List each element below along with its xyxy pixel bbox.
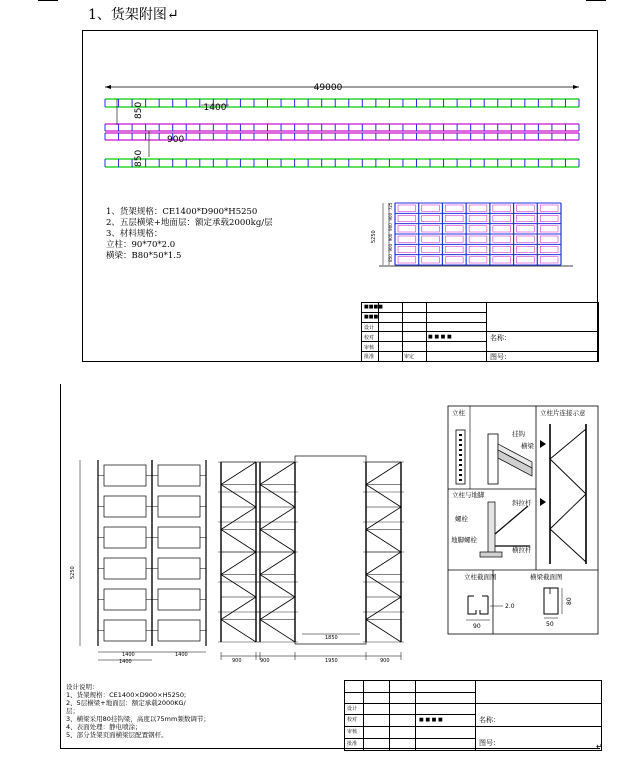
front-pallet bbox=[104, 527, 146, 548]
beam-section-drawing bbox=[544, 588, 562, 618]
pallet-outline bbox=[493, 246, 511, 252]
pallet-outline bbox=[469, 246, 487, 252]
side-brace bbox=[260, 485, 295, 508]
notes-title: 设计说明： bbox=[66, 683, 99, 691]
notes-line-4: 3、横梁采用80挂钩梁，高度以75mm频数调节； bbox=[66, 715, 210, 723]
side-brace bbox=[221, 462, 256, 485]
pallet-outline bbox=[493, 236, 511, 242]
upright-section-width: 90 bbox=[473, 623, 481, 630]
elevation-level-dim: 900 bbox=[388, 243, 393, 252]
side-brace bbox=[221, 552, 256, 575]
front-pallet bbox=[104, 558, 146, 579]
spec-line-3: 3、材料规格： bbox=[106, 229, 163, 239]
front-elevation bbox=[80, 460, 206, 660]
pallet-outline bbox=[540, 246, 558, 252]
upright-slot bbox=[459, 464, 462, 466]
pallet-outline bbox=[445, 226, 463, 232]
tb1-review: 审核 bbox=[364, 345, 375, 351]
side-brace bbox=[366, 530, 401, 553]
front-bay-dim-total: 1400 bbox=[119, 659, 132, 665]
tb1-audit: 审定 bbox=[404, 354, 415, 360]
pallet-outline bbox=[422, 205, 440, 211]
conn-brace bbox=[550, 494, 586, 529]
pallet-outline bbox=[493, 257, 511, 263]
section-heading: 1、货架附图↵ bbox=[88, 7, 179, 23]
side-brace bbox=[260, 462, 295, 485]
pallet-outline bbox=[540, 215, 558, 221]
pallet-outline bbox=[517, 205, 535, 211]
side-brace bbox=[260, 507, 295, 530]
pallet-outline bbox=[398, 257, 416, 263]
pallet-outline bbox=[445, 205, 463, 211]
side-dim-3: 1950 bbox=[325, 658, 338, 664]
notes-line-6: 5、部分货架页面横梁层配置钢杆。 bbox=[66, 731, 168, 739]
label-hook: 挂钩 bbox=[512, 430, 525, 438]
upright-slot bbox=[459, 469, 462, 471]
pallet-outline bbox=[540, 236, 558, 242]
detail-frame-connection-title: 立柱片连接示意 bbox=[540, 409, 586, 417]
front-pallet bbox=[158, 620, 200, 641]
side-brace bbox=[260, 530, 295, 553]
pallet-outline bbox=[469, 215, 487, 221]
side-dim-2: 900 bbox=[260, 658, 270, 664]
upright-slot bbox=[459, 449, 462, 451]
spec-line-5: 横梁：B80*50*1.5 bbox=[106, 251, 182, 261]
pallet-outline bbox=[398, 246, 416, 252]
side-brace bbox=[366, 462, 401, 485]
pallet-outline bbox=[398, 215, 416, 221]
title-block-1: ■■■■ ■■■ 设计 校对 审核 批准 审定 ■ ■ ■ ■ 名称： 图号： bbox=[361, 302, 599, 362]
upright-slot bbox=[459, 479, 462, 481]
label-diagonal: 斜拉杆 bbox=[512, 499, 532, 507]
elevation-height-label: 5250 bbox=[371, 230, 377, 243]
pallet-outline bbox=[517, 226, 535, 232]
dim-depth-bottom-label: 850 bbox=[134, 149, 144, 167]
side-brace bbox=[260, 620, 295, 643]
tb2-name-label: 名称： bbox=[479, 716, 500, 724]
side-brace bbox=[221, 530, 256, 553]
upright-slot bbox=[459, 459, 462, 461]
front-pallet bbox=[158, 465, 200, 486]
dim-total-label: 49000 bbox=[313, 83, 343, 93]
upright-detail-drawing bbox=[456, 430, 465, 484]
top-left-rule bbox=[38, 0, 58, 1]
beam-section-height: 80 bbox=[566, 597, 573, 605]
rack-row-4 bbox=[105, 159, 579, 167]
conn-arrow bbox=[540, 498, 546, 506]
spec-line-1: 1、货架规格：CE1400*D900*H5250 bbox=[106, 207, 258, 217]
pallet-outline bbox=[540, 226, 558, 232]
notes-line-5: 4、表面处理：静电喷涂； bbox=[66, 723, 142, 731]
front-bay-dim-2: 1400 bbox=[175, 652, 188, 658]
tb1-approve: 批准 bbox=[364, 354, 375, 360]
side-brace bbox=[260, 597, 295, 620]
side-brace bbox=[221, 575, 256, 598]
notes-line-1: 1、货架规格：CE1400×D900×H5250; bbox=[66, 691, 187, 699]
tb2-check: 校对 bbox=[347, 717, 358, 723]
pallet-outline bbox=[517, 236, 535, 242]
tb1-check: 校对 bbox=[364, 335, 375, 341]
notes-line-3: 层； bbox=[66, 707, 79, 715]
pallet-outline bbox=[422, 257, 440, 263]
tb2-approve: 批准 bbox=[347, 741, 358, 747]
rack-row-1 bbox=[105, 99, 579, 107]
elevation-level-dim: 725 bbox=[388, 202, 393, 211]
detail-beam-section-title: 横梁截面图 bbox=[530, 573, 563, 581]
pallet-outline bbox=[493, 205, 511, 211]
side-aisle-outline bbox=[295, 456, 366, 644]
pallet-outline bbox=[469, 236, 487, 242]
side-dim-4: 900 bbox=[380, 658, 390, 664]
pallet-outline bbox=[517, 215, 535, 221]
front-pallet bbox=[104, 465, 146, 486]
pallet-outline bbox=[469, 205, 487, 211]
pallet-outline bbox=[540, 205, 558, 211]
label-horizontal: 横拉杆 bbox=[512, 546, 532, 554]
dim-depth-top-label: 850 bbox=[134, 101, 144, 119]
pallet-outline bbox=[398, 236, 416, 242]
pallet-outline bbox=[398, 226, 416, 232]
front-height-label: 5250 bbox=[70, 566, 76, 579]
tb2-number-label: 图号： bbox=[479, 739, 500, 747]
detail-upright-title: 立柱 bbox=[452, 409, 465, 417]
label-anchor-bolt: 地脚螺栓 bbox=[451, 536, 477, 544]
pallet-outline bbox=[422, 215, 440, 221]
frame-connection-drawing bbox=[540, 424, 586, 564]
return-mark: ↵ bbox=[596, 742, 603, 751]
spec-line-4: 立柱：90*70*2.0 bbox=[106, 240, 176, 250]
rack-spec-list bbox=[106, 207, 273, 262]
elevation-level-dim: 900 bbox=[388, 223, 393, 231]
side-brace bbox=[366, 485, 401, 508]
dim-aisle-label: 900 bbox=[167, 135, 185, 145]
detail-foot-title: 立柱与地脚 bbox=[452, 491, 485, 499]
detail-frame bbox=[448, 406, 598, 634]
front-pallet bbox=[158, 496, 200, 517]
elevation-level-dim: 900 bbox=[388, 212, 393, 221]
pallet-outline bbox=[493, 215, 511, 221]
drawing-plan-view bbox=[82, 30, 598, 362]
upright-slot bbox=[459, 434, 462, 436]
side-brace bbox=[366, 507, 401, 530]
upright-section-thickness: 2.0 bbox=[505, 603, 515, 610]
side-elevation bbox=[218, 456, 404, 660]
front-pallet bbox=[158, 527, 200, 548]
elevation-level-dims bbox=[383, 202, 393, 265]
pallet-outline bbox=[398, 205, 416, 211]
pallet-outline bbox=[422, 236, 440, 242]
spec-line-2: 2、五层横梁+地面层：额定承载2000kg/层 bbox=[106, 218, 273, 228]
tb1-name-label: 名称： bbox=[490, 334, 511, 342]
tb2-review: 审核 bbox=[347, 729, 358, 735]
dim-bay-label: 1400 bbox=[203, 103, 227, 113]
side-brace bbox=[221, 620, 256, 643]
pallet-outline bbox=[445, 246, 463, 252]
pallet-outline bbox=[517, 246, 535, 252]
detail-upright-section-title: 立柱截面图 bbox=[464, 573, 497, 581]
tb2-design: 设计 bbox=[347, 706, 358, 712]
notes-line-2: 2、5层横梁+地面层：额定承载2000KG/ bbox=[66, 699, 186, 707]
pallet-outline bbox=[517, 257, 535, 263]
pallet-outline bbox=[469, 226, 487, 232]
conn-brace bbox=[550, 529, 586, 562]
upright-slot bbox=[459, 444, 462, 446]
upright-slot bbox=[459, 439, 462, 441]
conn-brace bbox=[550, 429, 586, 459]
title-block-2: 设计 校对 审核 批准 ■ ■ ■ ■ 名称： 图号： bbox=[344, 680, 602, 751]
side-brace bbox=[366, 620, 401, 643]
side-brace bbox=[260, 552, 295, 575]
beam-section-width: 50 bbox=[546, 621, 554, 628]
side-dim-1: 900 bbox=[232, 658, 242, 664]
pallet-outline bbox=[422, 226, 440, 232]
front-pallet bbox=[158, 558, 200, 579]
pallet-outline bbox=[540, 257, 558, 263]
design-notes bbox=[66, 683, 210, 739]
elevation-level-dim: 900 bbox=[388, 233, 393, 242]
front-pallet bbox=[104, 589, 146, 610]
front-pallet bbox=[158, 589, 200, 610]
side-brace bbox=[260, 575, 295, 598]
elevation-level-dim: 850 bbox=[388, 254, 393, 262]
label-bolt: 螺栓 bbox=[455, 515, 468, 523]
elevation-view bbox=[379, 203, 573, 266]
top-right-rule bbox=[586, 0, 606, 1]
front-pallet bbox=[104, 620, 146, 641]
pallet-outline bbox=[422, 246, 440, 252]
side-brace bbox=[221, 507, 256, 530]
upright-slot bbox=[459, 474, 462, 476]
label-beam: 横梁 bbox=[521, 442, 534, 450]
pallet-outline bbox=[493, 226, 511, 232]
front-pallet bbox=[104, 496, 146, 517]
upright-section-drawing bbox=[466, 596, 490, 620]
front-bay-dim-1: 1400 bbox=[122, 652, 135, 658]
aisle-dim-label: 1850 bbox=[325, 635, 338, 641]
pallet-outline bbox=[469, 257, 487, 263]
side-brace bbox=[221, 597, 256, 620]
side-brace bbox=[366, 575, 401, 598]
rack-row-2 bbox=[105, 124, 579, 131]
side-brace bbox=[366, 597, 401, 620]
tb1-number-label: 图号： bbox=[490, 353, 511, 361]
side-brace bbox=[221, 485, 256, 508]
pallet-outline bbox=[445, 236, 463, 242]
pallet-outline bbox=[445, 257, 463, 263]
pallet-outline bbox=[445, 215, 463, 221]
conn-arrow bbox=[540, 440, 546, 448]
upright-slot bbox=[459, 454, 462, 456]
side-brace bbox=[366, 552, 401, 575]
tb1-design: 设计 bbox=[364, 325, 375, 331]
conn-brace bbox=[550, 459, 586, 494]
